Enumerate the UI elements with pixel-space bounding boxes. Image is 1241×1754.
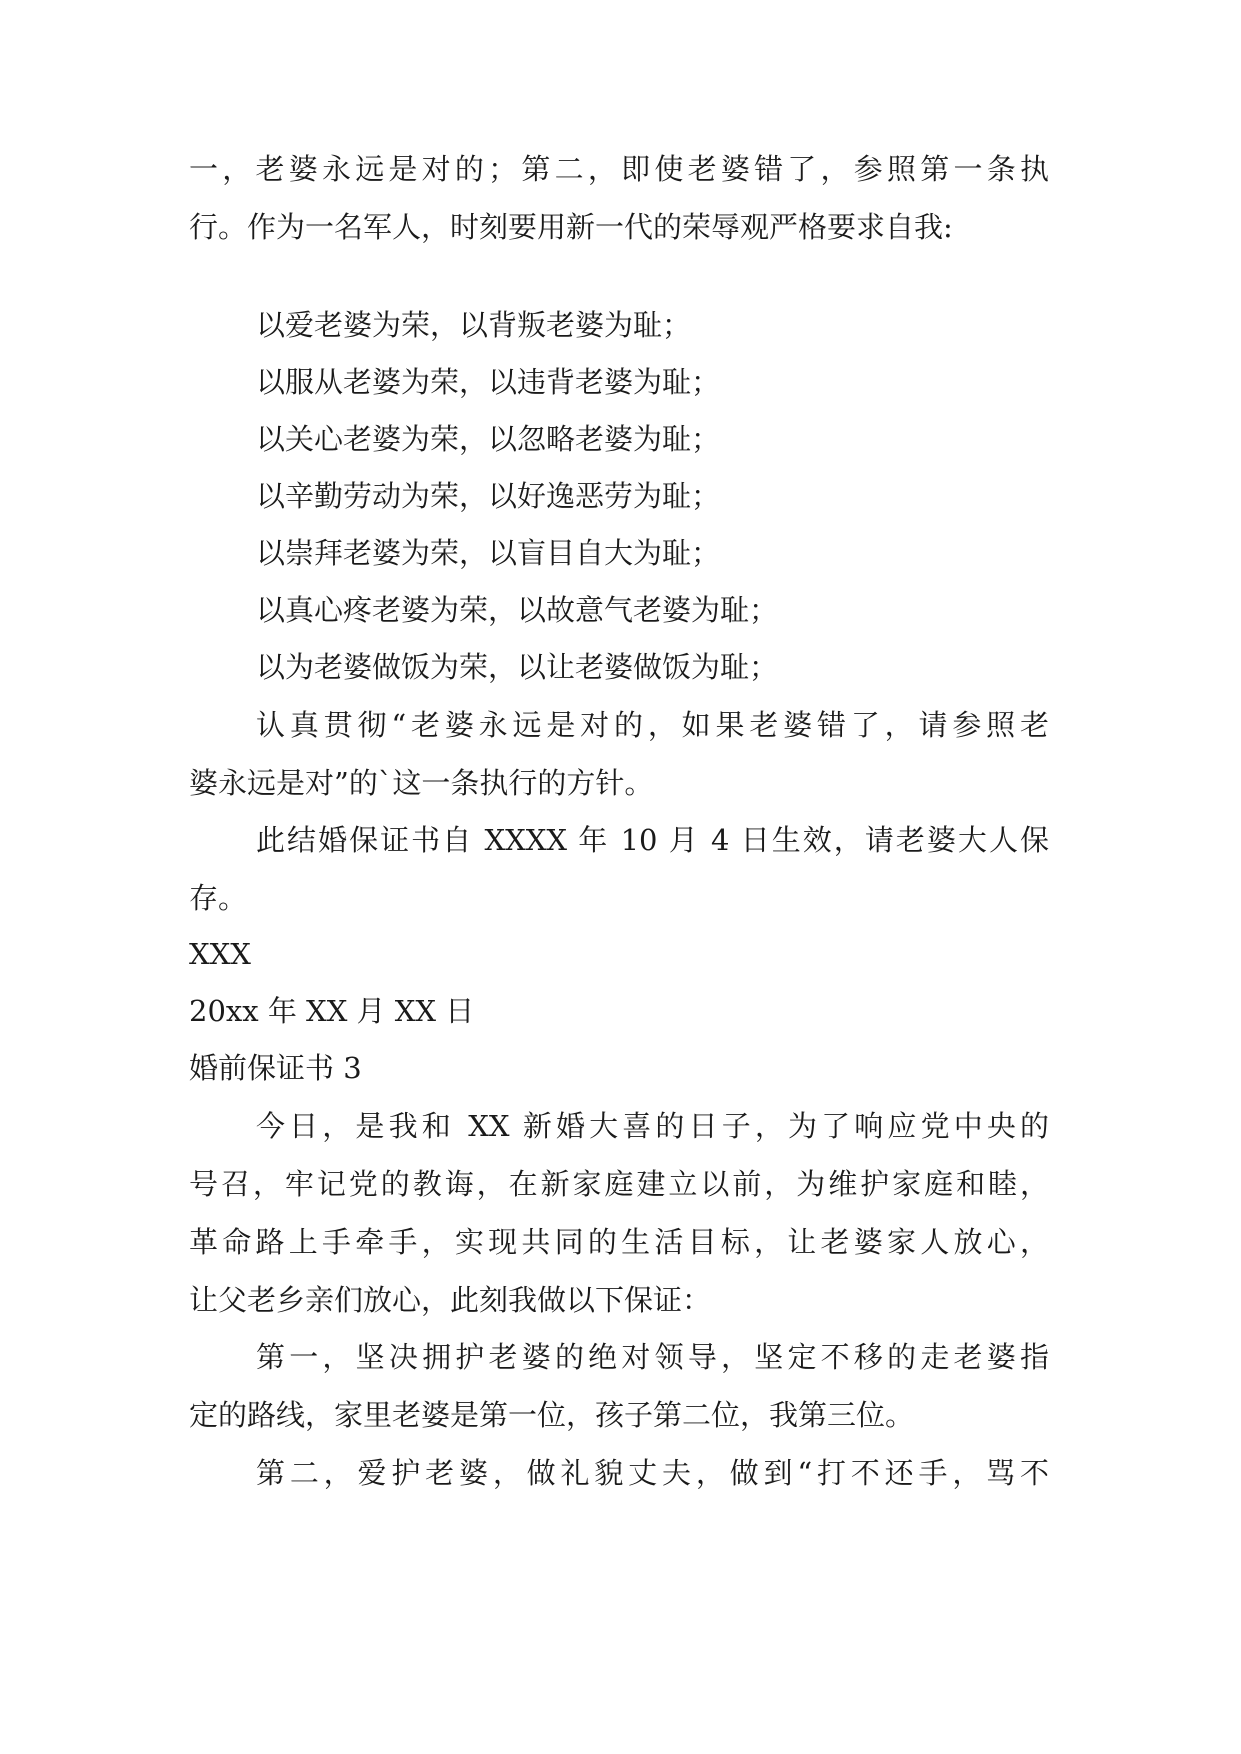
- text-line: 以服从老婆为荣，以违背老婆为耻；: [256, 365, 721, 399]
- text-line: 号召，牢记党的教诲，在新家庭建立以前，为维护家庭和睦，: [189, 1167, 1049, 1201]
- section-title: 婚前保证书 3: [189, 1051, 362, 1085]
- text-line: 婆永远是对”的`这一条执行的方针。: [189, 766, 654, 800]
- text-line: 定的路线，家里老婆是第一位，孩子第二位，我第三位。: [189, 1398, 915, 1432]
- text-line: 一，老婆永远是对的；第二，即使老婆错了，参照第一条执: [189, 152, 1049, 186]
- text-line: 以真心疼老婆为荣，以故意气老婆为耻；: [256, 593, 779, 627]
- signature-name: XXX: [189, 937, 251, 971]
- text-line: 存。: [189, 881, 248, 915]
- text-line: 今日，是我和 XX 新婚大喜的日子，为了响应党中央的: [256, 1109, 1049, 1143]
- text-line: 以崇拜老婆为荣，以盲目自大为耻；: [256, 536, 721, 570]
- text-line: 第一，坚决拥护老婆的绝对领导，坚定不移的走老婆指: [256, 1340, 1049, 1374]
- text-line: 革命路上手牵手，实现共同的生活目标，让老婆家人放心，: [189, 1225, 1049, 1259]
- text-line: 此结婚保证书自 XXXX 年 10 月 4 日生效，请老婆大人保: [256, 823, 1049, 857]
- text-line: 以为老婆做饭为荣，以让老婆做饭为耻；: [256, 650, 779, 684]
- text-line: 让父老乡亲们放心，此刻我做以下保证：: [189, 1283, 712, 1317]
- text-line: 第二，爱护老婆，做礼貌丈夫，做到“打不还手，骂不: [256, 1456, 1049, 1490]
- text-line: 行。作为一名军人，时刻要用新一代的荣辱观严格要求自我:: [189, 210, 953, 244]
- text-line: 认真贯彻“老婆永远是对的，如果老婆错了，请参照老: [256, 708, 1049, 742]
- signature-date: 20xx 年 XX 月 XX 日: [189, 994, 475, 1028]
- text-line: 以关心老婆为荣，以忽略老婆为耻；: [256, 422, 721, 456]
- text-line: 以辛勤劳动为荣，以好逸恶劳为耻；: [256, 479, 721, 513]
- text-line: 以爱老婆为荣，以背叛老婆为耻；: [256, 308, 692, 342]
